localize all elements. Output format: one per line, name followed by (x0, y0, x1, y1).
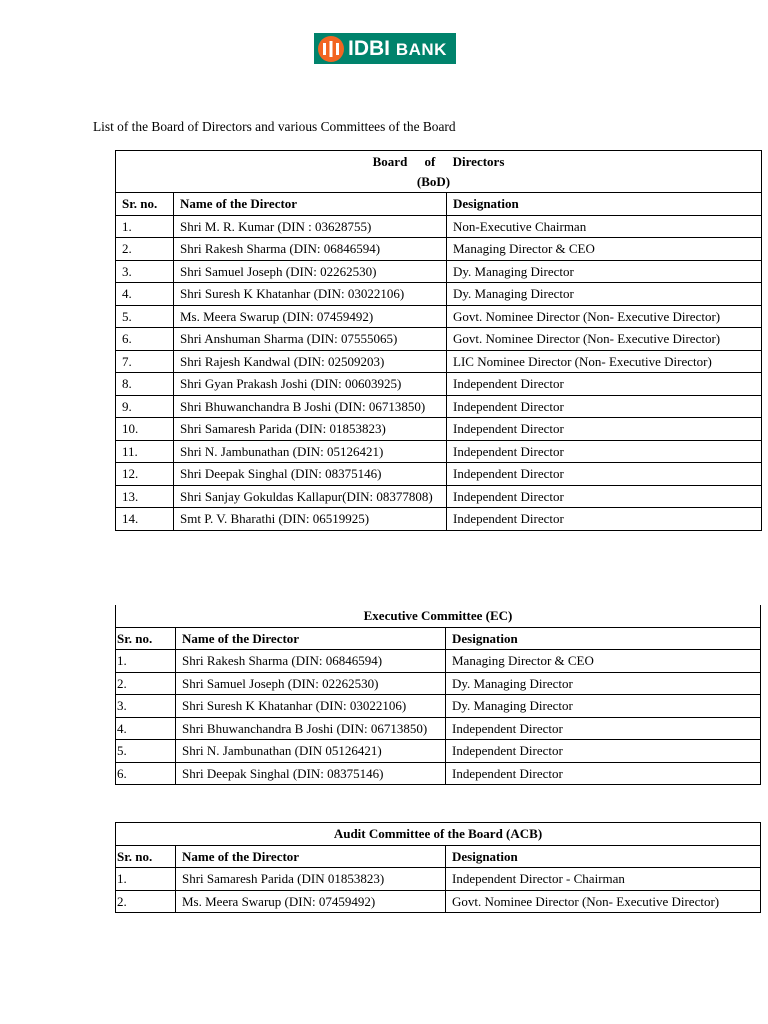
bod-sr-cell: 5. (116, 305, 174, 328)
bod-designation-cell: Managing Director & CEO (447, 238, 762, 261)
bod-heading-line2: (BoD) (416, 173, 451, 189)
acb-designation-cell: Govt. Nominee Director (Non- Executive Director) (446, 890, 761, 913)
bod-sr-cell: 11. (116, 440, 174, 463)
acb-col-sr: Sr. no. (116, 845, 176, 868)
bod-designation-cell: Independent Director (447, 395, 762, 418)
ec-heading-row (116, 605, 761, 627)
logo-suffix-text: BANK (395, 39, 447, 59)
bod-sr-cell: 1. (116, 215, 174, 238)
bod-sr-cell: 10. (116, 418, 174, 441)
bod-designation-cell: LIC Nominee Director (Non- Executive Director) (447, 350, 762, 373)
ec-col-designation: Designation (446, 627, 761, 650)
ec-name-cell: Shri Suresh K Khatanhar (DIN: 03022106) (176, 695, 446, 718)
acb-sr-cell: 2. (116, 890, 176, 913)
bod-col-designation: Designation (447, 193, 762, 216)
bod-name-cell: Ms. Meera Swarup (DIN: 07459492) (174, 305, 447, 328)
ec-designation-cell: Dy. Managing Director (446, 672, 761, 695)
bod-name-cell: Shri Samaresh Parida (DIN: 01853823) (174, 418, 447, 441)
bod-sr-cell: 3. (116, 260, 174, 283)
bod-designation-cell: Govt. Nominee Director (Non- Executive Director) (447, 328, 762, 351)
bod-row (116, 485, 762, 508)
acb-row (116, 868, 761, 891)
bod-sr-cell: 13. (116, 485, 174, 508)
bod-name-cell: Shri Rakesh Sharma (DIN: 06846594) (174, 238, 447, 261)
bod-sr-cell: 14. (116, 508, 174, 531)
ec-sr-cell: 3. (116, 695, 176, 718)
bod-heading-row (116, 151, 762, 193)
bod-heading-line1: Board of Directors (372, 154, 505, 169)
bod-heading (116, 151, 762, 193)
page-title: List of the Board of Directors and various Committees of the Board (93, 119, 456, 134)
audit-committee-table (115, 822, 761, 913)
acb-designation-cell: Independent Director - Chairman (446, 868, 761, 891)
ec-sr-cell: 5. (116, 740, 176, 763)
ec-designation-cell: Independent Director (446, 740, 761, 763)
ec-designation-cell: Managing Director & CEO (446, 650, 761, 673)
board-of-directors-table (115, 150, 762, 531)
bod-designation-cell: Independent Director (447, 508, 762, 531)
acb-name-cell: Ms. Meera Swarup (DIN: 07459492) (176, 890, 446, 913)
bod-name-cell: Shri N. Jambunathan (DIN: 05126421) (174, 440, 447, 463)
ec-designation-cell: Independent Director (446, 717, 761, 740)
ec-row (116, 695, 761, 718)
bod-col-name: Name of the Director (174, 193, 447, 216)
ec-name-cell: Shri N. Jambunathan (DIN 05126421) (176, 740, 446, 763)
idbi-logo-mark-icon (318, 36, 344, 62)
bod-designation-cell: Independent Director (447, 485, 762, 508)
bod-row (116, 328, 762, 351)
ec-row (116, 717, 761, 740)
bod-designation-cell: Independent Director (447, 463, 762, 486)
bod-name-cell: Shri M. R. Kumar (DIN : 03628755) (174, 215, 447, 238)
acb-name-cell: Shri Samaresh Parida (DIN 01853823) (176, 868, 446, 891)
bod-sr-cell: 7. (116, 350, 174, 373)
bod-sr-cell: 2. (116, 238, 174, 261)
bod-row (116, 373, 762, 396)
ec-heading: Executive Committee (EC) (116, 605, 761, 627)
acb-heading-row (116, 823, 761, 846)
bod-designation-cell: Non-Executive Chairman (447, 215, 762, 238)
acb-sr-cell: 1. (116, 868, 176, 891)
bod-row (116, 305, 762, 328)
bod-row (116, 215, 762, 238)
bod-designation-cell: Independent Director (447, 373, 762, 396)
bod-name-cell: Shri Suresh K Khatanhar (DIN: 03022106) (174, 283, 447, 306)
bod-name-cell: Shri Rajesh Kandwal (DIN: 02509203) (174, 350, 447, 373)
ec-header-row (116, 627, 761, 650)
bod-name-cell: Shri Bhuwanchandra B Joshi (DIN: 06713850) (174, 395, 447, 418)
bod-col-sr: Sr. no. (116, 193, 174, 216)
ec-col-name: Name of the Director (176, 627, 446, 650)
ec-designation-cell: Independent Director (446, 762, 761, 785)
ec-row (116, 762, 761, 785)
bod-designation-cell: Dy. Managing Director (447, 283, 762, 306)
logo-main-text: IDBI (348, 36, 390, 60)
bod-row (116, 395, 762, 418)
ec-row (116, 650, 761, 673)
bod-name-cell: Shri Deepak Singhal (DIN: 08375146) (174, 463, 447, 486)
bod-name-cell: Shri Gyan Prakash Joshi (DIN: 00603925) (174, 373, 447, 396)
bod-sr-cell: 12. (116, 463, 174, 486)
bod-row (116, 463, 762, 486)
bod-row (116, 260, 762, 283)
bod-designation-cell: Independent Director (447, 418, 762, 441)
bod-sr-cell: 8. (116, 373, 174, 396)
ec-sr-cell: 2. (116, 672, 176, 695)
bod-row (116, 350, 762, 373)
ec-name-cell: Shri Rakesh Sharma (DIN: 06846594) (176, 650, 446, 673)
logo-wordmark (348, 37, 447, 61)
bod-name-cell: Shri Sanjay Gokuldas Kallapur(DIN: 08377808) (174, 485, 447, 508)
ec-designation-cell: Dy. Managing Director (446, 695, 761, 718)
ec-row (116, 672, 761, 695)
ec-name-cell: Shri Deepak Singhal (DIN: 08375146) (176, 762, 446, 785)
ec-name-cell: Shri Bhuwanchandra B Joshi (DIN: 06713850) (176, 717, 446, 740)
bod-row (116, 508, 762, 531)
bod-designation-cell: Independent Director (447, 440, 762, 463)
bod-row (116, 418, 762, 441)
idbi-bank-logo (314, 33, 456, 64)
ec-col-sr: Sr. no. (116, 627, 176, 650)
bod-row (116, 440, 762, 463)
ec-sr-cell: 1. (116, 650, 176, 673)
bod-name-cell: Smt P. V. Bharathi (DIN: 06519925) (174, 508, 447, 531)
ec-sr-cell: 6. (116, 762, 176, 785)
bod-row (116, 238, 762, 261)
acb-col-designation: Designation (446, 845, 761, 868)
bod-name-cell: Shri Anshuman Sharma (DIN: 07555065) (174, 328, 447, 351)
ec-name-cell: Shri Samuel Joseph (DIN: 02262530) (176, 672, 446, 695)
bod-sr-cell: 6. (116, 328, 174, 351)
acb-header-row (116, 845, 761, 868)
bod-designation-cell: Govt. Nominee Director (Non- Executive Director) (447, 305, 762, 328)
bod-header-row (116, 193, 762, 216)
bod-designation-cell: Dy. Managing Director (447, 260, 762, 283)
acb-col-name: Name of the Director (176, 845, 446, 868)
ec-row (116, 740, 761, 763)
bod-row (116, 283, 762, 306)
bod-sr-cell: 9. (116, 395, 174, 418)
executive-committee-table (115, 605, 761, 785)
bod-name-cell: Shri Samuel Joseph (DIN: 02262530) (174, 260, 447, 283)
acb-row (116, 890, 761, 913)
acb-heading: Audit Committee of the Board (ACB) (116, 823, 761, 846)
bod-sr-cell: 4. (116, 283, 174, 306)
ec-sr-cell: 4. (116, 717, 176, 740)
